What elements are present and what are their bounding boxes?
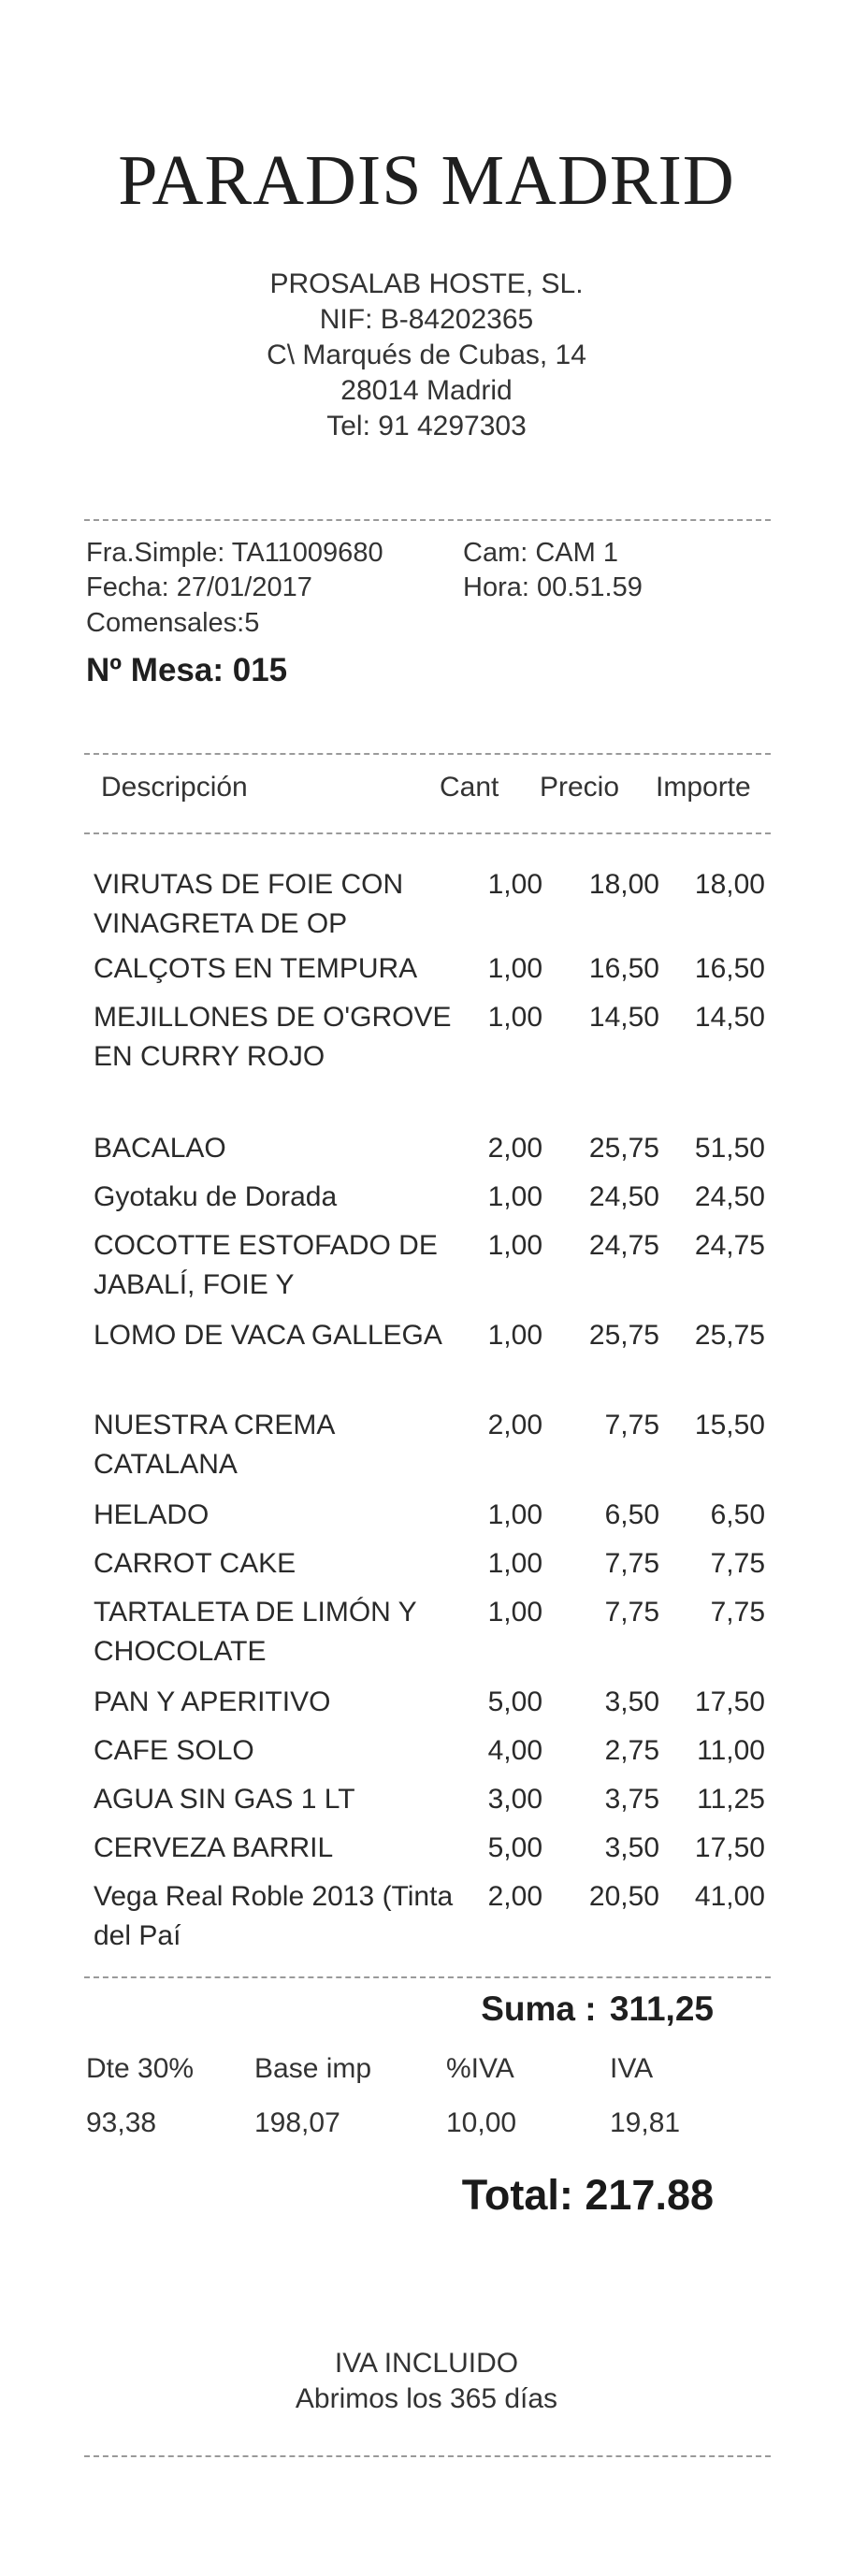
item-quantity: 1,00 bbox=[487, 869, 542, 900]
item-description: CERVEZA BARRIL bbox=[94, 1832, 334, 1863]
item-description: CAFE SOLO bbox=[94, 1735, 254, 1766]
item-quantity: 1,00 bbox=[487, 953, 542, 984]
vat-value: 19,81 bbox=[610, 2107, 681, 2138]
item-description: CALÇOTS EN TEMPURA bbox=[94, 953, 418, 984]
item-amount: 17,50 bbox=[694, 1686, 765, 1717]
item-price: 14,50 bbox=[588, 1002, 659, 1033]
item-description: CARROT CAKE bbox=[94, 1548, 296, 1579]
divider bbox=[84, 832, 771, 834]
item-quantity: 1,00 bbox=[487, 1230, 542, 1261]
item-price: 7,75 bbox=[604, 1548, 659, 1579]
opening-note: Abrimos los 365 días bbox=[295, 2383, 558, 2414]
item-description: VIRUTAS DE FOIE CON VINAGRETA DE OP bbox=[94, 869, 404, 939]
tax-base-label: Base imp bbox=[254, 2053, 372, 2084]
vat-rate-value: 10,00 bbox=[446, 2107, 517, 2138]
list-item bbox=[0, 1829, 853, 1877]
list-item bbox=[0, 865, 853, 949]
company-name: PROSALAB HOSTE, SL. bbox=[269, 268, 584, 299]
item-price: 6,50 bbox=[604, 1499, 659, 1530]
item-quantity: 2,00 bbox=[487, 1410, 542, 1440]
item-price: 24,50 bbox=[588, 1181, 659, 1212]
list-item bbox=[0, 1496, 853, 1544]
divider bbox=[84, 753, 771, 755]
item-price: 2,75 bbox=[604, 1735, 659, 1766]
item-quantity: 1,00 bbox=[487, 1597, 542, 1628]
invoice-number: Fra.Simple: TA11009680 bbox=[86, 538, 383, 568]
item-amount: 24,50 bbox=[694, 1181, 765, 1212]
item-description: COCOTTE ESTOFADO DE JABALÍ, FOIE Y bbox=[94, 1230, 438, 1300]
item-quantity: 5,00 bbox=[487, 1832, 542, 1863]
item-quantity: 2,00 bbox=[487, 1881, 542, 1912]
footer bbox=[0, 2346, 853, 2417]
list-item bbox=[0, 1780, 853, 1829]
item-amount: 15,50 bbox=[694, 1410, 765, 1440]
item-description: LOMO DE VACA GALLEGA bbox=[94, 1320, 442, 1351]
item-amount: 16,50 bbox=[694, 953, 765, 984]
item-description: TARTALETA DE LIMÓN Y CHOCOLATE bbox=[94, 1597, 417, 1667]
item-quantity: 2,00 bbox=[487, 1133, 542, 1164]
divider bbox=[84, 1976, 771, 1978]
item-amount: 51,50 bbox=[694, 1133, 765, 1164]
subtotal bbox=[0, 1990, 714, 2029]
column-description: Descripción bbox=[101, 772, 248, 803]
discount-label: Dte 30% bbox=[86, 2053, 195, 2084]
column-amount: Importe bbox=[656, 772, 751, 803]
item-description: Gyotaku de Dorada bbox=[94, 1181, 338, 1212]
item-quantity: 5,00 bbox=[487, 1686, 542, 1717]
item-description: Vega Real Roble 2013 (Tinta del Paí bbox=[94, 1881, 454, 1951]
item-price: 3,50 bbox=[604, 1832, 659, 1863]
item-price: 25,75 bbox=[588, 1320, 659, 1351]
subtotal-value: 311,25 bbox=[609, 1990, 714, 2028]
discount-value: 93,38 bbox=[86, 2107, 157, 2138]
total-label: Total: bbox=[461, 2171, 573, 2219]
item-amount: 7,75 bbox=[710, 1597, 765, 1628]
divider bbox=[84, 519, 771, 521]
item-price: 7,75 bbox=[604, 1410, 659, 1440]
item-amount: 25,75 bbox=[694, 1320, 765, 1351]
item-quantity: 1,00 bbox=[487, 1002, 542, 1033]
tax-base-value: 198,07 bbox=[254, 2107, 340, 2138]
company-address: C\ Marqués de Cubas, 14 bbox=[267, 340, 586, 370]
item-price: 20,50 bbox=[588, 1881, 659, 1912]
column-quantity: Cant bbox=[440, 772, 499, 803]
item-amount: 6,50 bbox=[710, 1499, 765, 1530]
total-value: 217.88 bbox=[585, 2171, 714, 2219]
item-quantity: 1,00 bbox=[487, 1181, 542, 1212]
vat-label: IVA bbox=[610, 2053, 654, 2084]
company-info bbox=[0, 267, 853, 444]
item-amount: 14,50 bbox=[694, 1002, 765, 1033]
list-item bbox=[0, 1683, 853, 1731]
item-price: 24,75 bbox=[588, 1230, 659, 1261]
item-amount: 7,75 bbox=[710, 1548, 765, 1579]
item-amount: 18,00 bbox=[694, 869, 765, 900]
item-quantity: 1,00 bbox=[487, 1499, 542, 1530]
column-price: Precio bbox=[540, 772, 620, 803]
list-item bbox=[0, 1593, 853, 1683]
item-amount: 11,00 bbox=[697, 1735, 765, 1766]
item-price: 3,50 bbox=[604, 1686, 659, 1717]
item-description: AGUA SIN GAS 1 LT bbox=[94, 1784, 355, 1815]
list-item bbox=[0, 1877, 853, 1967]
cashier: Cam: CAM 1 bbox=[463, 538, 618, 568]
item-description: MEJILLONES DE O'GROVE EN CURRY ROJO bbox=[94, 1002, 452, 1072]
table-number bbox=[86, 652, 287, 689]
vat-included-note: IVA INCLUIDO bbox=[334, 2348, 519, 2379]
item-description: BACALAO bbox=[94, 1133, 226, 1164]
items-list bbox=[0, 865, 853, 1967]
list-item bbox=[0, 1178, 853, 1226]
table-value: 015 bbox=[232, 652, 288, 688]
list-item bbox=[0, 949, 853, 998]
item-price: 25,75 bbox=[588, 1133, 659, 1164]
item-price: 18,00 bbox=[588, 869, 659, 900]
item-description: PAN Y APERITIVO bbox=[94, 1686, 331, 1717]
item-amount: 17,50 bbox=[694, 1832, 765, 1863]
divider bbox=[84, 2455, 771, 2457]
vat-rate-label: %IVA bbox=[446, 2053, 514, 2084]
list-item bbox=[0, 1731, 853, 1780]
item-price: 3,75 bbox=[604, 1784, 659, 1815]
item-amount: 24,75 bbox=[694, 1230, 765, 1261]
item-amount: 41,00 bbox=[694, 1881, 765, 1912]
item-quantity: 4,00 bbox=[487, 1735, 542, 1766]
item-quantity: 1,00 bbox=[487, 1320, 542, 1351]
item-quantity: 3,00 bbox=[487, 1784, 542, 1815]
list-item bbox=[0, 998, 853, 1129]
item-price: 7,75 bbox=[604, 1597, 659, 1628]
list-item bbox=[0, 1406, 853, 1496]
company-nif: NIF: B-84202365 bbox=[319, 304, 534, 335]
ticket-date: Fecha: 27/01/2017 bbox=[86, 572, 312, 602]
ticket-time: Hora: 00.51.59 bbox=[463, 572, 643, 602]
company-phone: Tel: 91 4297303 bbox=[326, 411, 527, 441]
item-description: HELADO bbox=[94, 1499, 210, 1530]
subtotal-label: Suma : bbox=[481, 1990, 597, 2028]
list-item bbox=[0, 1544, 853, 1593]
list-item bbox=[0, 1316, 853, 1406]
item-amount: 11,25 bbox=[697, 1784, 765, 1815]
restaurant-name: PARADIS MADRID bbox=[118, 141, 735, 220]
item-price: 16,50 bbox=[588, 953, 659, 984]
diners-count: Comensales:5 bbox=[86, 608, 260, 638]
company-city: 28014 Madrid bbox=[340, 375, 513, 406]
item-quantity: 1,00 bbox=[487, 1548, 542, 1579]
table-label: Nº Mesa: bbox=[86, 652, 224, 688]
list-item bbox=[0, 1129, 853, 1178]
list-item bbox=[0, 1226, 853, 1316]
item-description: NUESTRA CREMA CATALANA bbox=[94, 1410, 334, 1480]
grand-total bbox=[0, 2171, 714, 2220]
